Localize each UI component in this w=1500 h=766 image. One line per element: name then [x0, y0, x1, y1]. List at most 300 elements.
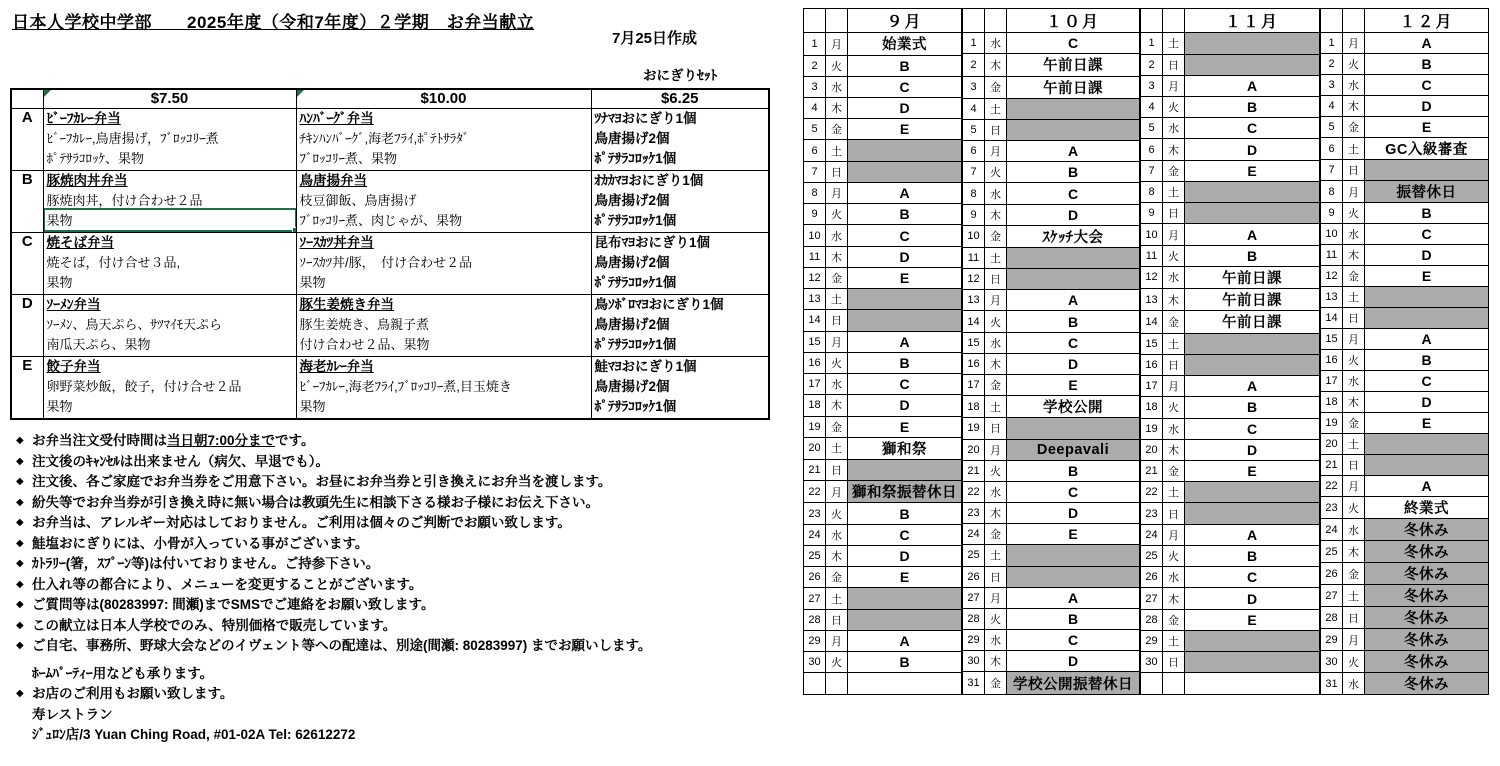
onigiri-set-label: おにぎりｾｯﾄ [643, 68, 718, 83]
calendar-month-3 [1140, 8, 1320, 695]
calendar-weekday: 月 [826, 331, 848, 352]
bento-detail: ｿｰｽｶﾂ丼/豚， 付け合わせ２品 [299, 255, 473, 270]
calendar-day-row [963, 119, 1140, 140]
note-line [12, 513, 792, 534]
note-line [12, 705, 792, 726]
calendar-day-row [963, 503, 1140, 524]
diamond-bullet-icon: ◆ [16, 455, 24, 467]
calendar-weekday [1163, 673, 1185, 695]
calendar-date: 1 [804, 33, 826, 55]
calendar-date: 1 [1141, 33, 1163, 54]
calendar-date: 21 [963, 460, 985, 481]
calendar-header-blank [1321, 9, 1343, 33]
calendar-weekday: 土 [826, 588, 848, 609]
note-line [12, 725, 792, 746]
onigiri-set-cell [591, 357, 769, 420]
calendar-weekday: 水 [1343, 673, 1365, 695]
calendar-entry: C [1185, 418, 1320, 439]
calendar-date: 28 [1321, 607, 1343, 629]
calendar-weekday: 月 [826, 182, 848, 203]
note-line [12, 575, 792, 596]
onigiri-set-detail: 鳥唐揚げ2個 [594, 379, 670, 394]
calendar-date: 29 [1141, 630, 1163, 651]
note-text: ｼﾞｭﾛﾝ店/3 Yuan Ching Road, #01-02A Tel: 62612272 [32, 727, 356, 742]
note-line [12, 616, 792, 637]
calendar-entry: C [1365, 224, 1489, 245]
bento-title: 鳥唐揚弁当 [299, 173, 367, 188]
calendar-entry: 午前日課 [1007, 54, 1140, 76]
calendar-date: 21 [1321, 455, 1343, 476]
calendar-day-row [1141, 139, 1320, 160]
menu-row-A [11, 109, 769, 171]
calendar-day-row [1321, 651, 1489, 673]
diamond-bullet-icon: ◆ [16, 619, 24, 631]
calendar-weekday: 月 [826, 33, 848, 55]
calendar-weekday: 金 [826, 119, 848, 140]
calendar-date: 6 [804, 140, 826, 161]
calendar-weekday: 土 [826, 140, 848, 161]
bento-detail: ｿｰﾒﾝ、鳥天ぷら、ｻﾂﾏｲﾓ天ぷら [46, 317, 223, 332]
note-text: ｶﾄﾗﾘｰ(箸，ｽﾌﾟｰﾝ等)は付いておりません。ご持参下さい。 [32, 556, 380, 571]
calendar-entry: E [848, 119, 962, 140]
calendar-entry: A [1185, 75, 1320, 96]
calendar-entry: D [1185, 588, 1320, 609]
calendar-date: 23 [963, 503, 985, 524]
calendar-weekday: 土 [1343, 287, 1365, 308]
calendar-entry: A [848, 182, 962, 203]
calendar-weekday: 月 [1343, 181, 1365, 203]
calendar-entry [1365, 455, 1489, 476]
calendar-weekday: 土 [1343, 585, 1365, 607]
calendar-date: 14 [963, 311, 985, 332]
calendar-entry: 獅和祭 [848, 437, 962, 459]
calendar-entry: 午前日課 [1185, 311, 1320, 333]
onigiri-set-cell [591, 295, 769, 357]
diamond-bullet-icon: ◆ [16, 435, 24, 446]
calendar-weekday: 火 [985, 460, 1007, 481]
calendar-day-row [1321, 519, 1489, 541]
calendar-date: 28 [963, 608, 985, 629]
note-text: 寿レストラン [32, 706, 113, 722]
calendar-weekday: 日 [985, 418, 1007, 439]
calendar-month-2 [962, 8, 1140, 695]
calendar-entry [1007, 418, 1140, 439]
calendar-day-row [804, 55, 962, 76]
bento-detail: 焼そば，付け合せ３品, [46, 255, 181, 270]
calendar-weekday: 木 [985, 353, 1007, 374]
calendar-day-row [963, 290, 1140, 311]
calendar-month-header [1321, 9, 1489, 33]
calendar-entry: B [1365, 350, 1489, 371]
calendar-weekday: 水 [1343, 519, 1365, 541]
calendar-entry: 冬休み [1365, 585, 1489, 607]
calendar-weekday: 火 [826, 503, 848, 524]
calendar-weekday: 金 [985, 225, 1007, 247]
calendar-weekday: 木 [1163, 289, 1185, 311]
calendar-entry: A [1185, 376, 1320, 397]
calendar-entry: A [1007, 587, 1140, 608]
calendar-entry: B [848, 204, 962, 225]
calendar-weekday: 金 [1343, 117, 1365, 138]
calendar-day-row [1321, 224, 1489, 245]
calendar-date: 17 [963, 375, 985, 396]
onigiri-set-detail: 鳥唐揚げ2個 [594, 131, 670, 146]
onigiri-set-cell [591, 171, 769, 233]
bento-detail: 豚生姜焼き、鳥親子煮 [299, 317, 429, 332]
calendar-entry [1007, 247, 1140, 268]
calendar-weekday: 金 [1163, 311, 1185, 333]
calendar-weekday: 木 [1343, 392, 1365, 413]
calendar-day-row [1321, 629, 1489, 651]
menu-row-label: A [11, 109, 43, 171]
note-text: 仕入れ等の都合により、メニューを変更することがございます。 [32, 576, 423, 592]
menu-row-label: C [11, 233, 43, 295]
calendar-weekday: 木 [985, 503, 1007, 524]
calendar-entry: A [1007, 290, 1140, 311]
calendar-date: 13 [963, 290, 985, 311]
calendar-weekday: 日 [1343, 308, 1365, 329]
calendar-day-row [963, 76, 1140, 98]
calendar-date: 27 [804, 588, 826, 609]
calendar-date: 8 [1141, 181, 1163, 202]
calendar-date: 9 [1321, 203, 1343, 224]
calendar-weekday: 金 [985, 672, 1007, 695]
calendar-entry: B [1007, 608, 1140, 629]
calendar-date: 15 [963, 332, 985, 353]
calendar-entry: 終業式 [1365, 497, 1489, 519]
menu-row-D [11, 295, 769, 357]
calendar-weekday: 金 [1343, 413, 1365, 434]
calendar-weekday: 土 [985, 247, 1007, 268]
calendar-entry: A [848, 331, 962, 352]
calendar-entry [1185, 630, 1320, 651]
created-date: 7月25日作成 [612, 30, 698, 47]
calendar-entry: E [1185, 609, 1320, 630]
calendar-entry: C [1185, 567, 1320, 588]
calendar-day-row [1141, 673, 1320, 695]
calendar-weekday: 土 [985, 396, 1007, 418]
calendar-date: 2 [1141, 54, 1163, 75]
calendar-date: 26 [1141, 567, 1163, 588]
calendar-weekday: 金 [1343, 266, 1365, 287]
calendar-day-row [804, 182, 962, 203]
calendar-weekday: 月 [985, 439, 1007, 460]
calendar-day-row [1141, 418, 1320, 439]
calendar-date: 3 [963, 76, 985, 98]
calendar-date: 23 [804, 503, 826, 524]
bento-detail: 果物 [299, 399, 326, 414]
calendar-day-row [804, 524, 962, 545]
note-text: 鮭塩おにぎりには、小骨が入っている事がございます。 [32, 535, 369, 551]
calendar-day-row [1141, 224, 1320, 245]
calendar-day-row [963, 418, 1140, 439]
calendar-day-row [1321, 392, 1489, 413]
calendar-date: 15 [804, 331, 826, 352]
menu-item-cell [296, 357, 591, 420]
calendar-entry: E [1365, 413, 1489, 434]
calendar-entry: C [1365, 371, 1489, 392]
calendar-day-row [804, 652, 962, 673]
calendar-month-4 [1320, 8, 1489, 695]
calendar-date: 15 [1321, 329, 1343, 350]
calendar-date: 31 [1321, 673, 1343, 695]
calendar-entry: 冬休み [1365, 563, 1489, 585]
calendar-weekday: 月 [1163, 224, 1185, 245]
calendar-date: 4 [804, 98, 826, 119]
calendar-day-row [963, 587, 1140, 608]
menu-item-cell [296, 109, 591, 171]
calendar-date: 22 [1321, 476, 1343, 497]
calendar-day-row [963, 439, 1140, 460]
calendar-day-row [1141, 311, 1320, 333]
calendar-day-row [804, 140, 962, 161]
bento-detail: ﾌﾞﾛｯｺﾘｰ煮、肉じゃが、果物 [299, 213, 463, 228]
calendar-weekday: 火 [1343, 54, 1365, 75]
bento-detail: 果物 [46, 399, 73, 414]
calendar-entry: 振替休日 [1365, 181, 1489, 203]
calendar-month-header [804, 9, 962, 33]
calendar-day-row [1321, 541, 1489, 563]
calendar-entry: D [1007, 503, 1140, 524]
menu-item-cell [296, 171, 591, 233]
calendar-day-row [804, 161, 962, 182]
calendar-date: 29 [804, 630, 826, 651]
calendar-entry: A [848, 630, 962, 651]
calendar-entry [848, 310, 962, 331]
calendar-weekday: 月 [1343, 629, 1365, 651]
calendar-weekday: 火 [826, 352, 848, 373]
bento-detail: ﾎﾟﾃｻﾗｺﾛｯｹ、果物 [46, 151, 145, 166]
calendar-weekday: 土 [1343, 434, 1365, 455]
calendar-entry [1365, 308, 1489, 329]
calendar-date: 27 [1321, 585, 1343, 607]
calendar-day-row [963, 311, 1140, 332]
calendar-date: 24 [1141, 524, 1163, 545]
calendar-weekday: 土 [826, 289, 848, 310]
calendar-date [804, 673, 826, 695]
calendar-weekday: 火 [826, 652, 848, 673]
calendar-date: 8 [963, 183, 985, 204]
calendar-date: 15 [1141, 333, 1163, 354]
calendar-day-row [1141, 567, 1320, 588]
note-text: ﾎｰﾑﾊﾟｰﾃｨｰ用なども承ります。 [32, 665, 214, 681]
calendar-day-row [963, 353, 1140, 374]
onigiri-set-cell [591, 109, 769, 171]
calendar-entry: B [848, 503, 962, 524]
calendar-entry: C [1007, 481, 1140, 502]
calendar-weekday: 金 [985, 524, 1007, 545]
onigiri-set-detail: 鳥唐揚げ2個 [594, 317, 670, 332]
calendar-day-row [1321, 497, 1489, 519]
calendar-weekday: 日 [826, 310, 848, 331]
note-text: この献立は日本人学校でのみ、特別価格で販売しています。 [32, 617, 397, 633]
calendar-weekday: 水 [985, 33, 1007, 54]
calendar-date: 30 [1321, 651, 1343, 673]
onigiri-set-detail: ﾂﾅﾏﾖおにぎり1個 [594, 111, 697, 126]
calendar-weekday: 月 [1163, 524, 1185, 545]
calendar-weekday: 金 [826, 567, 848, 588]
calendar-weekday: 水 [826, 524, 848, 545]
bento-title: ﾊﾝﾊﾞｰｸﾞ弁当 [299, 111, 374, 126]
calendar-date: 31 [963, 672, 985, 695]
price-cell-750 [43, 89, 296, 109]
calendar-date: 24 [804, 524, 826, 545]
calendar-entry [1185, 673, 1320, 695]
calendar-entry: 冬休み [1365, 651, 1489, 673]
menu-item-cell [296, 233, 591, 295]
calendar-date: 29 [1321, 629, 1343, 651]
calendar-entry [1185, 354, 1320, 375]
calendar-day-row [1321, 181, 1489, 203]
calendar-day-row [963, 566, 1140, 587]
calendar-day-row [804, 33, 962, 55]
calendar-entry [1365, 434, 1489, 455]
calendar-entry: 始業式 [848, 33, 962, 55]
note-text: お弁当注文受付時間は当日朝7:00分までです。 [32, 433, 315, 448]
diamond-bullet-icon: ◆ [16, 640, 24, 651]
calendar-weekday: 金 [1163, 461, 1185, 482]
calendar-day-row [804, 609, 962, 630]
menu-row-label: B [11, 171, 43, 233]
calendar-day-row [1321, 96, 1489, 117]
calendar-month-label: １２月 [1365, 9, 1489, 33]
calendar-weekday: 水 [826, 76, 848, 97]
calendar-weekday: 木 [1163, 439, 1185, 460]
calendar-day-row [1321, 563, 1489, 585]
calendar-entry: D [848, 395, 962, 416]
calendar-day-row [1321, 434, 1489, 455]
calendar [803, 8, 1489, 695]
calendar-date: 20 [1321, 434, 1343, 455]
calendar-weekday: 月 [985, 141, 1007, 162]
calendar-date: 7 [804, 161, 826, 182]
calendar-date: 25 [963, 545, 985, 566]
menu-item-cell [43, 109, 296, 171]
calendar-date [1141, 673, 1163, 695]
calendar-day-row [1141, 439, 1320, 460]
calendar-entry: E [1007, 524, 1140, 545]
calendar-month-1 [803, 8, 962, 695]
calendar-day-row [1141, 652, 1320, 673]
calendar-date: 5 [1321, 117, 1343, 138]
calendar-weekday: 日 [1343, 455, 1365, 476]
calendar-entry [1185, 333, 1320, 354]
calendar-entry: 獅和祭振替休日 [848, 481, 962, 503]
menu-item-cell [43, 357, 296, 420]
calendar-date: 28 [1141, 609, 1163, 630]
note-line [12, 431, 792, 452]
calendar-date: 14 [804, 310, 826, 331]
calendar-weekday: 日 [1163, 54, 1185, 75]
bento-detail: ﾋﾞｰﾌｶﾚｰ,鳥唐揚げ，ﾌﾞﾛｯｺﾘｰ煮 [46, 131, 219, 146]
calendar-weekday: 木 [1343, 245, 1365, 266]
price-label: $7.50 [150, 90, 189, 107]
calendar-entry: 午前日課 [1185, 266, 1320, 288]
calendar-weekday: 火 [826, 55, 848, 76]
active-cell-selection[interactable] [43, 208, 296, 232]
price-label: $10.00 [420, 90, 467, 107]
calendar-entry: D [1185, 439, 1320, 460]
calendar-date: 11 [804, 246, 826, 267]
calendar-entry: D [1185, 139, 1320, 160]
calendar-weekday: 日 [985, 119, 1007, 140]
calendar-day-row [963, 183, 1140, 204]
calendar-day-row [804, 225, 962, 246]
note-line [12, 554, 792, 575]
menu-item-cell [296, 295, 591, 357]
calendar-weekday: 金 [985, 76, 1007, 98]
onigiri-set-detail: ﾎﾟﾃｻﾗｺﾛｯｹ1個 [594, 337, 677, 352]
bento-detail: ﾌﾞﾛｯｺﾘｰ煮、果物 [299, 151, 398, 166]
calendar-entry: C [1365, 75, 1489, 96]
calendar-date: 18 [1141, 397, 1163, 418]
calendar-day-row [1321, 308, 1489, 329]
calendar-weekday: 金 [1163, 160, 1185, 181]
calendar-date: 13 [1141, 289, 1163, 311]
note-text: お店のご利用もお願い致します。 [32, 686, 234, 701]
calendar-entry: B [848, 55, 962, 76]
calendar-weekday: 土 [1163, 181, 1185, 202]
calendar-day-row [1321, 329, 1489, 350]
calendar-date: 7 [963, 162, 985, 183]
bento-title: 豚生姜焼き弁当 [299, 297, 394, 312]
calendar-weekday: 月 [1343, 476, 1365, 497]
calendar-day-row [963, 396, 1140, 418]
calendar-entry: B [1365, 54, 1489, 75]
calendar-entry: Deepavali [1007, 439, 1140, 460]
calendar-entry: A [1007, 141, 1140, 162]
calendar-weekday: 日 [1163, 503, 1185, 524]
diamond-bullet-icon: ◆ [16, 496, 24, 508]
calendar-weekday: 火 [1343, 350, 1365, 371]
calendar-day-row [963, 54, 1140, 76]
calendar-date: 2 [804, 55, 826, 76]
calendar-weekday: 水 [1163, 567, 1185, 588]
calendar-date: 5 [963, 119, 985, 140]
calendar-day-row [1141, 524, 1320, 545]
calendar-entry: D [848, 98, 962, 119]
calendar-day-row [963, 141, 1140, 162]
excel-error-indicator-icon [44, 90, 51, 97]
note-text: お弁当は、アレルギー対応はしておりません。ご利用は個々のご判断でお願い致します。 [32, 515, 571, 530]
menu-row-B [11, 171, 769, 233]
calendar-entry: B [1007, 311, 1140, 332]
calendar-entry [848, 289, 962, 310]
calendar-day-row [1141, 181, 1320, 202]
calendar-entry [848, 609, 962, 630]
menu-row-label: E [11, 357, 43, 420]
calendar-day-row [1141, 545, 1320, 566]
calendar-date: 4 [1141, 96, 1163, 117]
calendar-weekday: 土 [985, 98, 1007, 119]
calendar-date: 19 [1321, 413, 1343, 434]
calendar-entry [1365, 160, 1489, 181]
calendar-date: 16 [1141, 354, 1163, 375]
calendar-date: 24 [963, 524, 985, 545]
calendar-day-row [1141, 160, 1320, 181]
calendar-entry [1185, 203, 1320, 224]
note-line [12, 493, 792, 514]
calendar-weekday: 火 [826, 204, 848, 225]
calendar-date: 30 [1141, 652, 1163, 673]
onigiri-set-cell [591, 233, 769, 295]
diamond-bullet-icon: ◆ [16, 558, 24, 569]
calendar-entry [1185, 482, 1320, 503]
calendar-date: 3 [1141, 75, 1163, 96]
calendar-weekday: 水 [826, 225, 848, 246]
calendar-date: 17 [804, 374, 826, 395]
calendar-weekday: 木 [1343, 96, 1365, 117]
